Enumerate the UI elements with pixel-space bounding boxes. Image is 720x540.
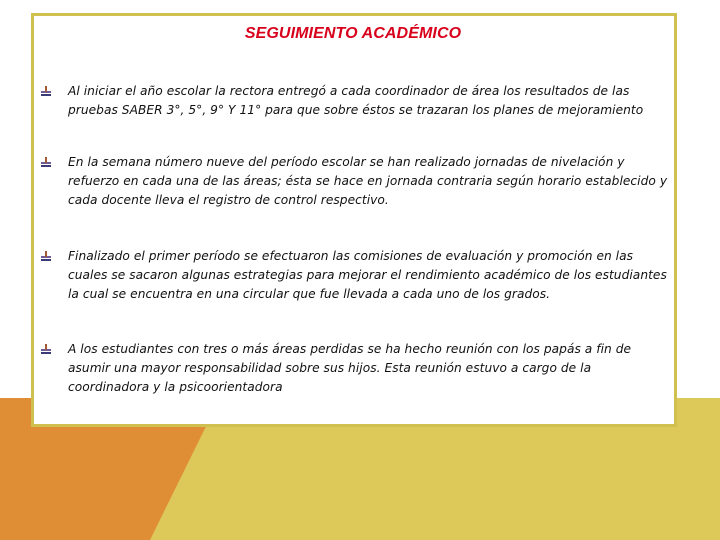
bullet-text: Finalizado el primer período se efectuaron las comisiones de evaluación y promoción en las cuales se sacaron algunas estrategias para mejorar el rendimiento académico de los estudiantes la cual se encuentra en una circular que fue llevada a cada uno de los grados. (68, 249, 667, 301)
bullet-text: Al iniciar el año escolar la rectora entregó a cada coordinador de área los resultados de las pruebas SABER 3°, 5°, 9° Y 11° para que sobre éstos se trazaran los planes de mejoramiento (68, 84, 644, 117)
bullet-square-icon (40, 250, 52, 262)
bullet-text: En la semana número nueve del período escolar se han realizado jornadas de nivelación y refuerzo en cada una de las áreas; ésta se hace en jornada contraria según horario establecido y cada docente lleva el registro de control respectivo. (68, 155, 668, 207)
page-title: SEGUIMIENTO ACADÉMICO (244, 25, 462, 42)
bullet-square-icon (40, 343, 52, 355)
content-panel (31, 13, 677, 427)
bullet-square-icon (40, 85, 52, 97)
bullet-square-icon (40, 156, 52, 168)
bullet-text: A los estudiantes con tres o más áreas perdidas se ha hecho reunión con los papás a fin de asumir una mayor responsabilidad sobre sus hijos. Esta reunión estuvo a cargo de la coordinadora y la psicoorientadora (68, 342, 632, 394)
